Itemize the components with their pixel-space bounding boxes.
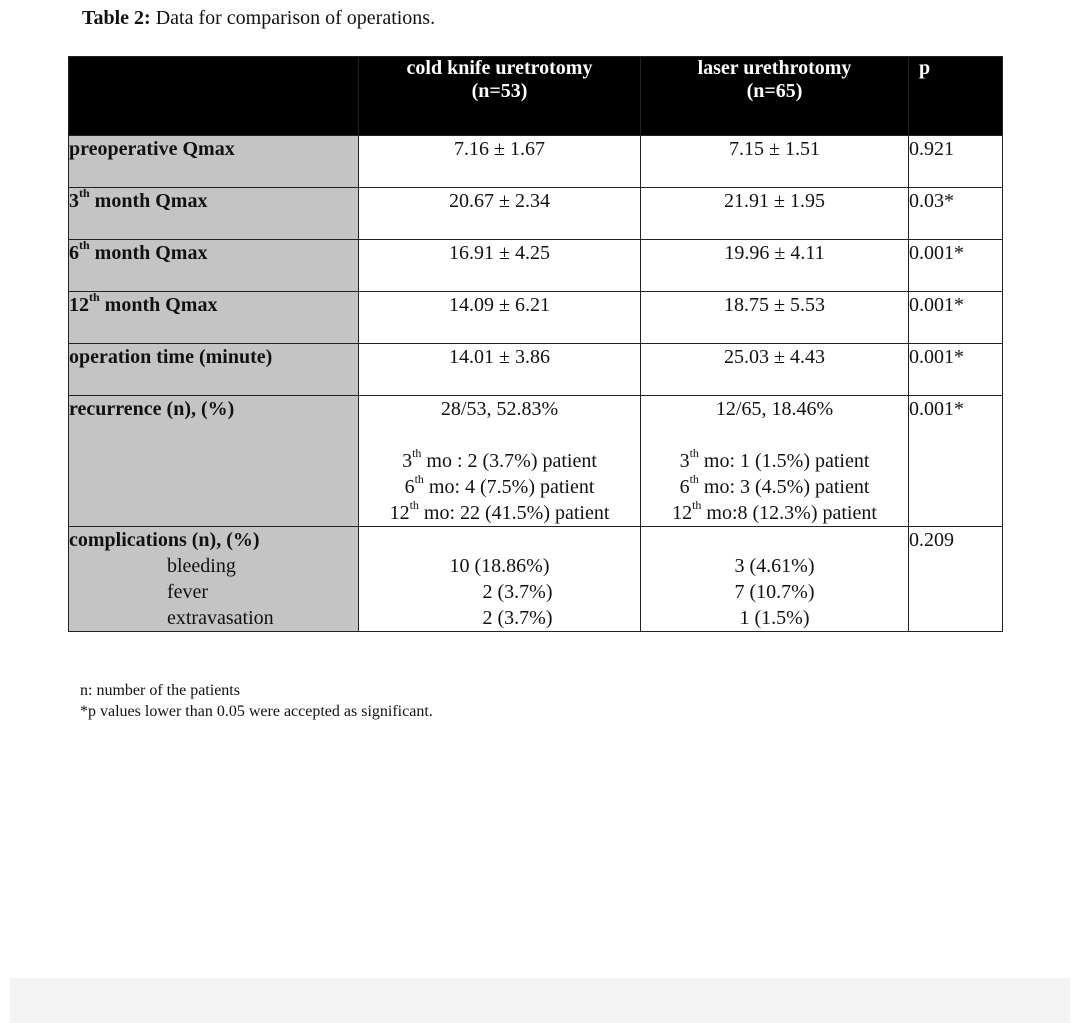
complication-item: fever	[167, 581, 209, 603]
laser-value: 25.03 ± 4.43	[641, 344, 909, 396]
footnote-n: n: number of the patients	[80, 682, 240, 699]
recurrence-cold-line: 6th mo: 4 (7.5%) patient	[404, 472, 595, 498]
table-row	[69, 188, 1003, 240]
recurrence-row	[69, 396, 1003, 527]
complication-item: extravasation	[167, 607, 274, 629]
table-footnotes	[80, 680, 433, 722]
caption-label: Table 2:	[82, 7, 151, 29]
row-label: preoperative Qmax	[69, 136, 359, 188]
table-caption	[82, 4, 435, 32]
header-cold-knife	[359, 57, 641, 136]
p-value: 0.921	[909, 136, 1003, 188]
cold-value: 7.16 ± 1.67	[359, 136, 641, 188]
table-row	[69, 240, 1003, 292]
caption-text: Data for comparison of operations.	[150, 7, 436, 29]
row-label: 12th month Qmax	[69, 292, 359, 344]
header-row	[69, 57, 1003, 136]
table-row	[69, 292, 1003, 344]
complications-label: complications (n), (%) bleeding fever extravasation	[69, 527, 359, 632]
cold-value: 20.67 ± 2.34	[359, 188, 641, 240]
recurrence-cold-total: 28/53, 52.83%	[440, 398, 559, 420]
recurrence-label: recurrence (n), (%)	[69, 396, 359, 527]
recurrence-laser-line: 12th mo:8 (12.3%) patient	[672, 498, 877, 524]
header-cold-line1: cold knife uretrotomy	[406, 57, 593, 79]
laser-value: 19.96 ± 4.11	[641, 240, 909, 292]
header-laser-line1: laser urethrotomy	[697, 57, 852, 79]
row-label: operation time (minute)	[69, 344, 359, 396]
cold-value: 14.01 ± 3.86	[359, 344, 641, 396]
complications-laser	[641, 527, 909, 632]
complication-laser-value: 3 (4.61%)	[734, 555, 815, 577]
page-bottom-strip	[10, 978, 1070, 1023]
recurrence-laser	[641, 396, 909, 527]
p-value: 0.03*	[909, 188, 1003, 240]
recurrence-laser-line: 6th mo: 3 (4.5%) patient	[679, 472, 870, 498]
complication-cold-value: 2 (3.7%)	[482, 581, 553, 603]
header-cold-line2: (n=53)	[471, 80, 528, 102]
complication-laser-value: 1 (1.5%)	[739, 607, 810, 629]
recurrence-laser-line: 3th mo: 1 (1.5%) patient	[679, 446, 870, 472]
complications-p: 0.209	[909, 527, 1003, 632]
p-value: 0.001*	[909, 344, 1003, 396]
recurrence-cold-line: 12th mo: 22 (41.5%) patient	[389, 498, 610, 524]
complications-row	[69, 527, 1003, 632]
complication-cold-value: 2 (3.7%)	[482, 607, 553, 629]
complication-cold-value: 10 (18.86%)	[449, 555, 550, 577]
row-label: 3th month Qmax	[69, 188, 359, 240]
complications-cold	[359, 527, 641, 632]
p-value: 0.001*	[909, 292, 1003, 344]
header-laser-line2: (n=65)	[746, 80, 803, 102]
header-stub	[69, 57, 359, 136]
laser-value: 21.91 ± 1.95	[641, 188, 909, 240]
laser-value: 18.75 ± 5.53	[641, 292, 909, 344]
recurrence-cold	[359, 396, 641, 527]
recurrence-p: 0.001*	[909, 396, 1003, 527]
header-p: p	[909, 57, 1003, 136]
complication-item: bleeding	[167, 555, 236, 577]
laser-value: 7.15 ± 1.51	[641, 136, 909, 188]
recurrence-laser-total: 12/65, 18.46%	[715, 398, 834, 420]
table-row	[69, 136, 1003, 188]
recurrence-cold-line: 3th mo : 2 (3.7%) patient	[402, 446, 597, 472]
table-row	[69, 344, 1003, 396]
p-value: 0.001*	[909, 240, 1003, 292]
complication-laser-value: 7 (10.7%)	[734, 581, 815, 603]
cold-value: 16.91 ± 4.25	[359, 240, 641, 292]
comparison-table	[68, 56, 1003, 632]
cold-value: 14.09 ± 6.21	[359, 292, 641, 344]
row-label: 6th month Qmax	[69, 240, 359, 292]
footnote-significance: *p values lower than 0.05 were accepted as significant.	[80, 703, 433, 720]
header-laser	[641, 57, 909, 136]
